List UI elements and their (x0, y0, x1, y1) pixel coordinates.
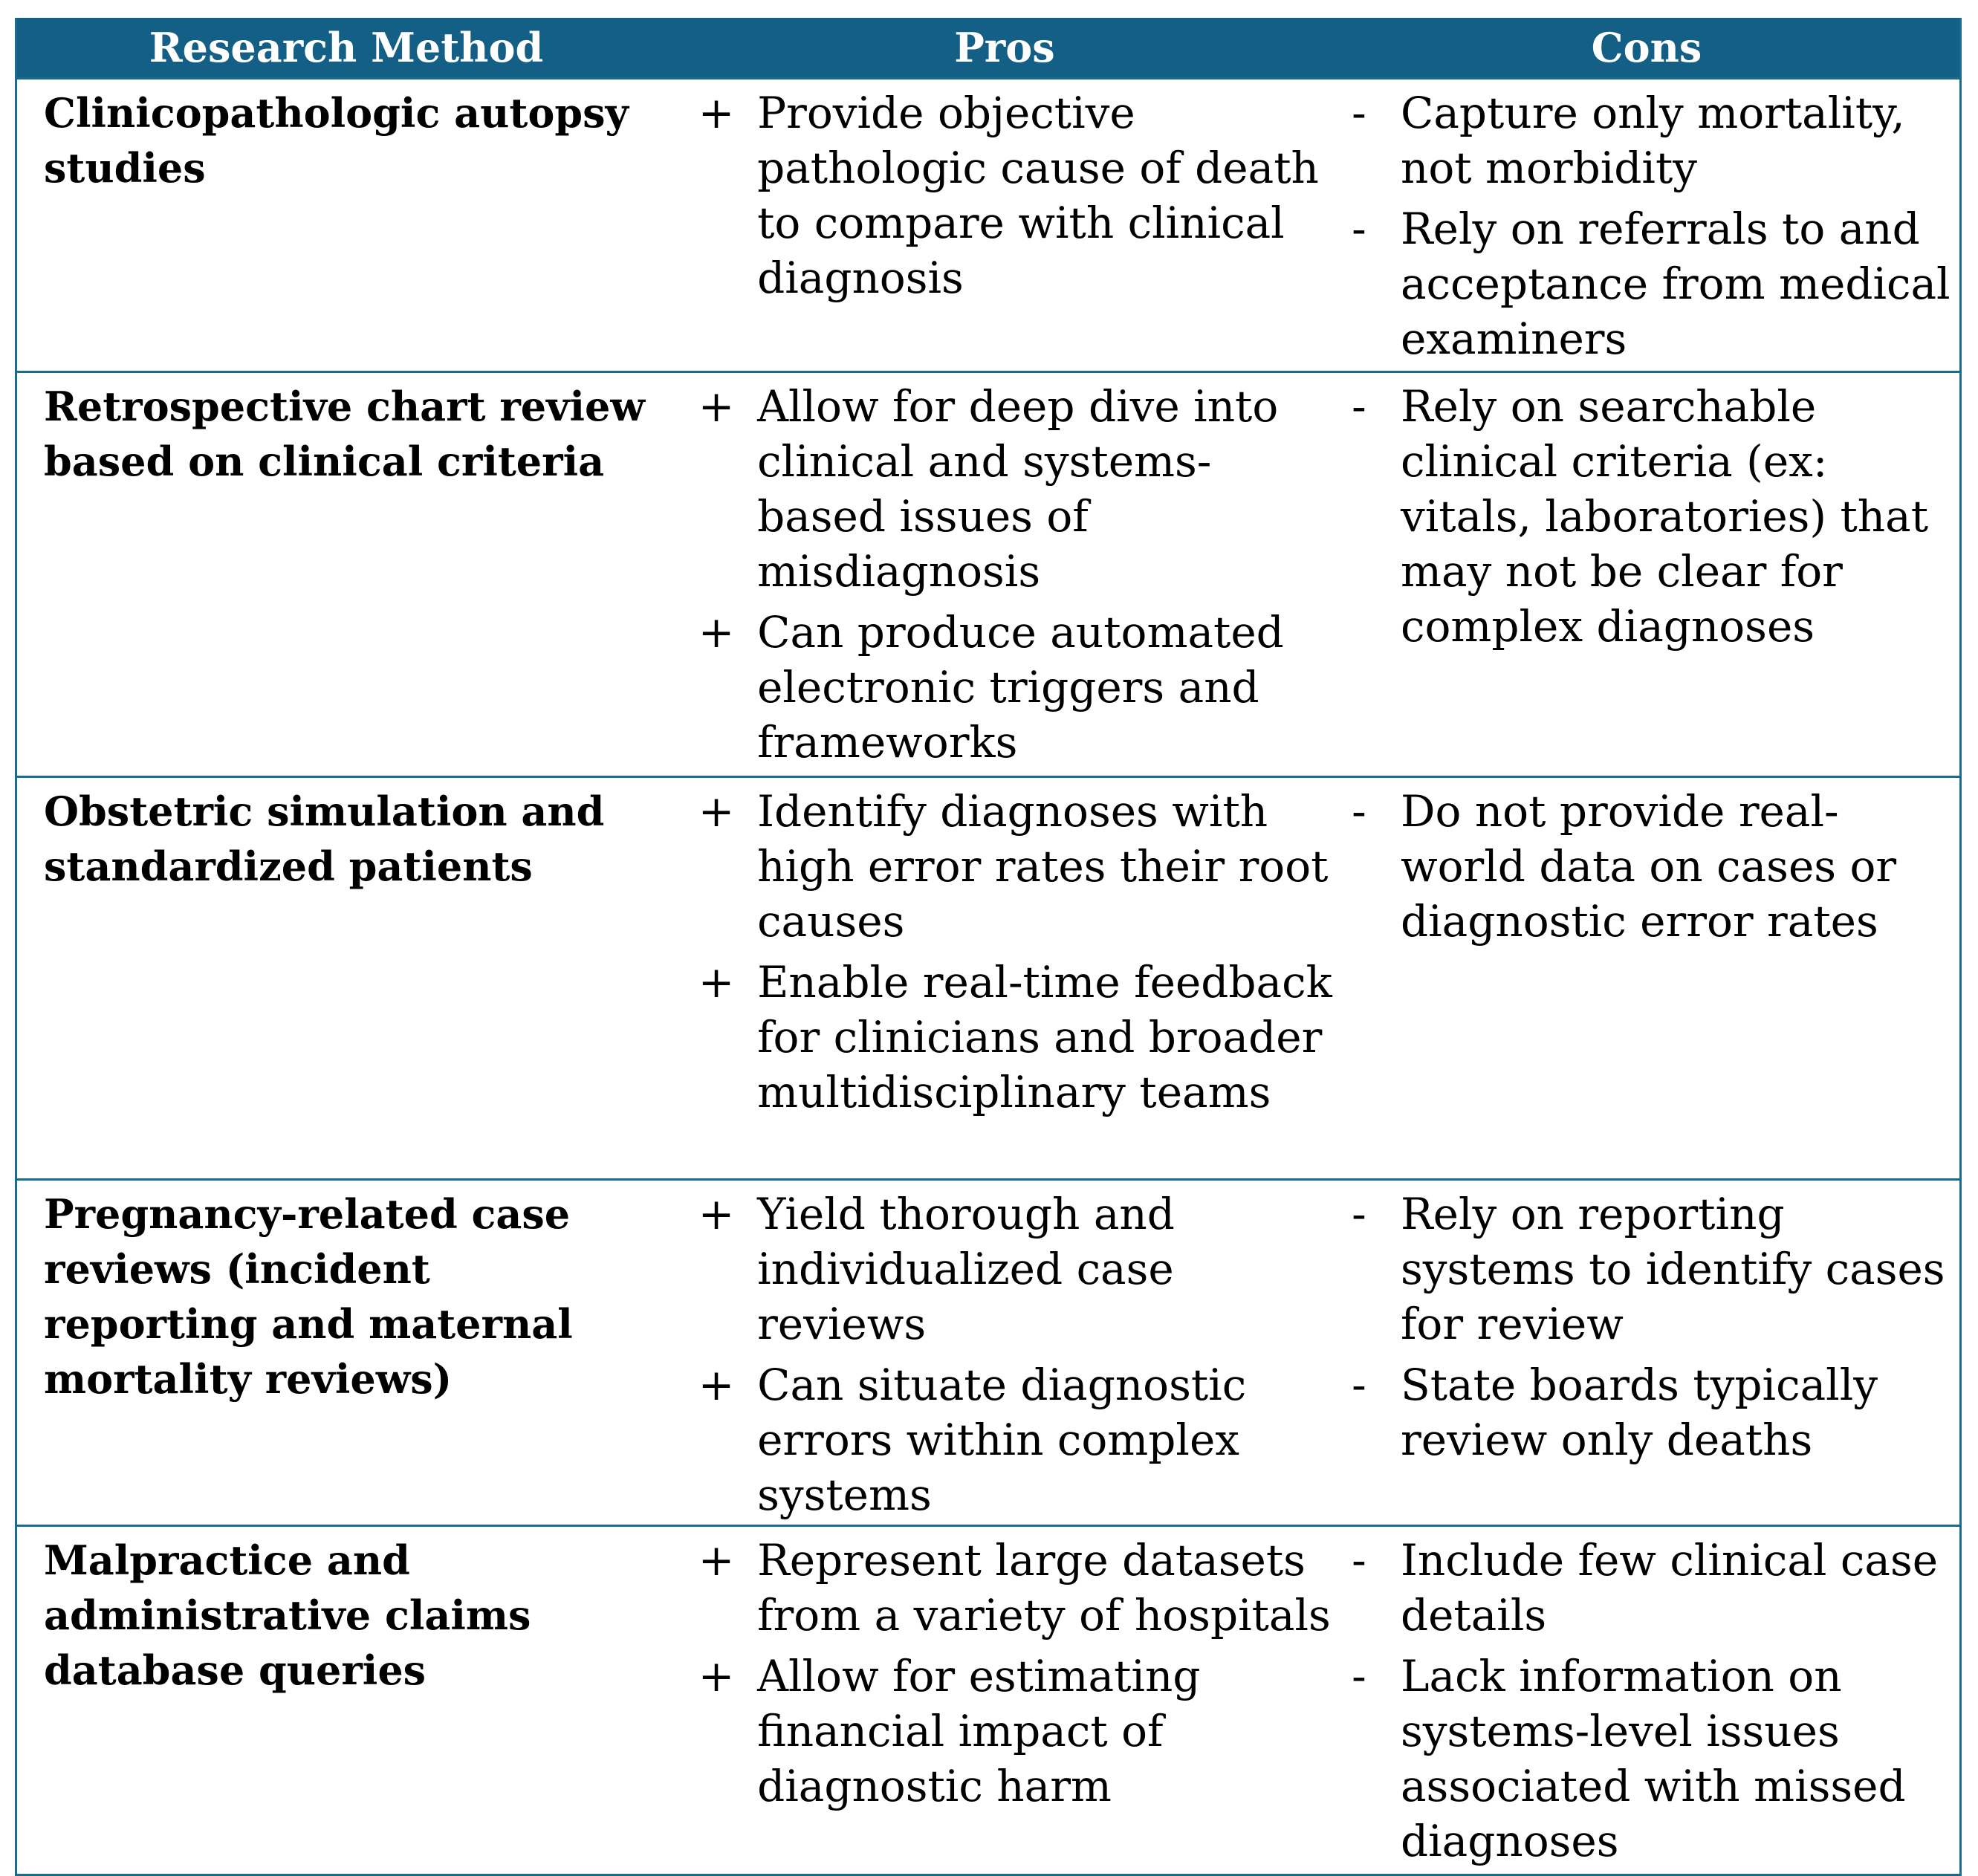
con-item (1334, 1351, 1959, 1467)
cons-cell (1334, 373, 1959, 776)
con-item (1334, 1181, 1959, 1351)
method-cell: Malpractice and administrative claims database queries (44, 1536, 531, 1694)
minus-marker: - (1352, 1189, 1366, 1239)
minus-marker: - (1352, 1651, 1366, 1701)
minus-marker: - (1352, 786, 1366, 837)
con-item (1334, 1643, 1959, 1869)
con-item (1334, 778, 1959, 949)
pro-item (675, 778, 1334, 949)
pros-cell (675, 1527, 1334, 1874)
pro-text: Represent large datasets from a variety of hospitals (757, 1535, 1331, 1640)
method-cell: Obstetric simulation and standardized patients (44, 788, 605, 890)
plus-marker: + (698, 381, 735, 432)
method-cell: Pregnancy-related case reviews (incident reporting and maternal mortality reviews) (44, 1190, 573, 1403)
pro-text: Allow for estimating financial impact of diagnostic harm (757, 1651, 1201, 1811)
con-text: Rely on searchable clinical criteria (ex: vitals, laboratories) that may not be clear for complex diagnoses (1400, 381, 1929, 652)
cons-cell (1334, 79, 1959, 371)
cons-cell (1334, 1181, 1959, 1525)
table-row (17, 371, 1959, 776)
pro-text: Can situate diagnostic errors within complex systems (757, 1360, 1247, 1520)
pro-text: Provide objective pathologic cause of death to compare with clinical diagnosis (757, 88, 1319, 303)
pro-text: Can produce automated electronic triggers and frameworks (757, 607, 1284, 767)
pro-text: Identify diagnoses with high error rates their root causes (757, 786, 1329, 947)
pro-item (675, 599, 1334, 770)
pros-cell (675, 79, 1334, 371)
con-text: Rely on referrals to and acceptance from medical examiners (1400, 204, 1951, 364)
plus-marker: + (698, 607, 735, 658)
table-row (17, 1525, 1959, 1874)
method-cell: Retrospective chart review based on clinical criteria (44, 383, 645, 485)
minus-marker: - (1352, 1360, 1366, 1410)
pro-text: Yield thorough and individualized case reviews (757, 1189, 1175, 1349)
plus-marker: + (698, 1651, 735, 1701)
plus-marker: + (698, 1189, 735, 1239)
plus-marker: + (698, 1535, 735, 1585)
table-row (17, 1178, 1959, 1525)
cons-cell (1334, 778, 1959, 1178)
plus-marker: + (698, 88, 735, 138)
con-item (1334, 79, 1959, 195)
header-research-method: Research Method (149, 24, 544, 71)
minus-marker: - (1352, 88, 1366, 138)
pro-item (675, 949, 1334, 1120)
pros-cell (675, 1181, 1334, 1525)
con-item (1334, 373, 1959, 654)
pro-item (675, 1351, 1334, 1522)
header-cons: Cons (1591, 24, 1702, 71)
con-text: Do not provide real-world data on cases or diagnostic error rates (1400, 786, 1897, 947)
plus-marker: + (698, 1360, 735, 1410)
con-text: State boards typically review only deaths (1400, 1360, 1878, 1465)
pros-cell (675, 373, 1334, 776)
con-text: Capture only mortality, not morbidity (1400, 88, 1905, 193)
pro-item (675, 1643, 1334, 1814)
method-cell: Clinicopathologic autopsy studies (44, 89, 629, 192)
pro-item (675, 1181, 1334, 1351)
con-text: Rely on reporting systems to identify cases for review (1400, 1189, 1945, 1349)
plus-marker: + (698, 957, 735, 1007)
con-text: Include few clinical case details (1400, 1535, 1939, 1640)
minus-marker: - (1352, 204, 1366, 254)
minus-marker: - (1352, 381, 1366, 432)
comparison-table (15, 18, 1962, 1876)
header-pros: Pros (954, 24, 1055, 71)
pro-item (675, 373, 1334, 599)
minus-marker: - (1352, 1535, 1366, 1585)
pro-item (675, 79, 1334, 305)
pro-text: Enable real-time feedback for clinicians and broader multidisciplinary teams (757, 957, 1332, 1117)
table-row (17, 776, 1959, 1178)
table-header (17, 18, 1959, 77)
table-row (17, 77, 1959, 371)
pro-text: Allow for deep dive into clinical and systems-based issues of misdiagnosis (757, 381, 1279, 597)
pro-item (675, 1527, 1334, 1643)
con-item (1334, 1527, 1959, 1643)
pros-cell (675, 778, 1334, 1178)
plus-marker: + (698, 786, 735, 837)
con-item (1334, 195, 1959, 366)
con-text: Lack information on systems-level issues associated with missed diagnoses (1400, 1651, 1906, 1866)
cons-cell (1334, 1527, 1959, 1874)
